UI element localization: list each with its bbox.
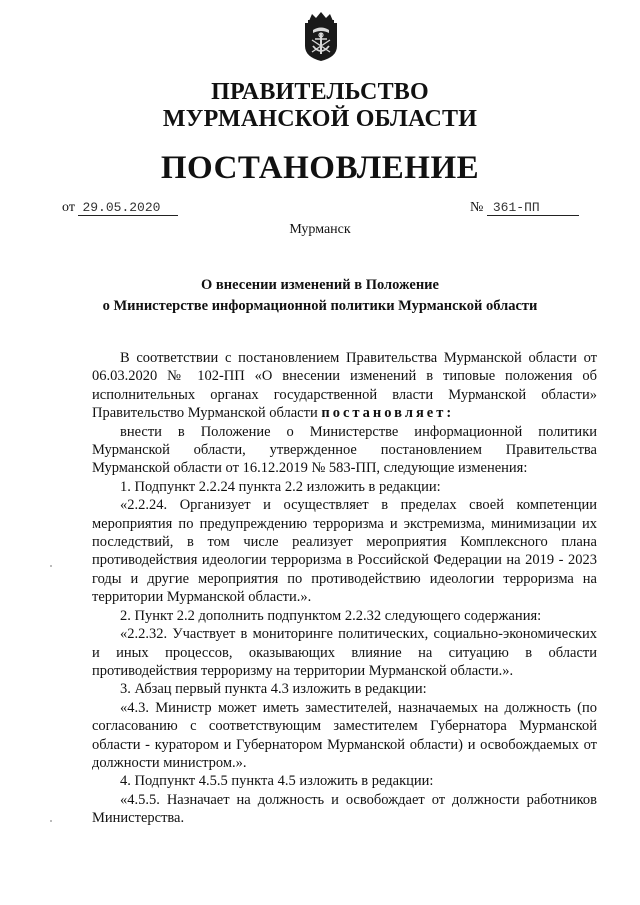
item1-heading: 1. Подпункт 2.2.24 пункта 2.2 изложить в редакции:: [120, 478, 441, 495]
date-value: 29.05.2020: [78, 200, 178, 216]
authority-title-line2: МУРМАНСКОЙ ОБЛАСТИ: [162, 106, 478, 132]
item1-text: «2.2.24. Организует и осуществляет в пределах своей компетенции мероприятия по предупреждению терроризма и экстремизма, минимизации их последствий, в том числе реализует мероприятия Комплексного плана противодействия идеологии терроризма в Российской Федерации на 2019 - 2023 годы и другие мероприятия по противодействию идеологии терроризма на территории Мурманской области.».: [92, 497, 597, 606]
item3-text: «4.3. Министр может иметь заместителей, назначаемых на должность (по согласованию с соответствующим заместителем Губернатора Мурманской области - куратором и Губернатором Мурманской области) и освобождаемых от должности министром.».: [92, 699, 597, 771]
item3-heading: 3. Абзац первый пункта 4.3 изложить в редакции:: [120, 681, 427, 698]
number-prefix: №: [470, 200, 484, 215]
scan-speck: [50, 565, 52, 567]
item2-text: «2.2.32. Участвует в мониторинге политических, социально-экономических и иных процессов, оказывающих влияние на ситуацию в области противодействия терроризму на территории Мурманской области.».: [92, 626, 597, 679]
subject-line1: О внесении изменений в Положение: [201, 277, 439, 293]
preamble-paragraph: [92, 349, 597, 423]
item2-heading: 2. Пункт 2.2 дополнить подпунктом 2.2.32 следующего содержания:: [120, 607, 542, 624]
date-prefix: от: [62, 200, 75, 215]
subject-line2: о Министерстве информационной политики Мурманской области: [102, 298, 538, 314]
number-value: 361-ПП: [487, 200, 579, 216]
item4-text: «4.5.5. Назначает на должность и освобождает от должности работников Министерства.: [92, 791, 597, 827]
scan-speck: [50, 820, 52, 822]
document-number: [470, 200, 579, 216]
murmansk-coat-of-arms-icon: [302, 10, 340, 62]
preamble-text: В соответствии с постановлением Правительства Мурманской области от 06.03.2020 № 102-ПП «О внесении изменений в типовые положения об исполнительных органах государственной власти Мурманской области» Правительство Мурманской области: [92, 350, 597, 422]
city-label: Мурманск: [289, 222, 351, 237]
authority-title-line1: ПРАВИТЕЛЬСТВО: [211, 79, 429, 105]
intro-paragraph: внести в Положение о Министерстве информационной политики Мурманской области, утвержденное постановлением Правительства Мурманской области от 16.12.2019 № 583-ПП, следующие изменения:: [92, 423, 597, 477]
document-date: [62, 200, 178, 216]
item4-heading: 4. Подпункт 4.5.5 пункта 4.5 изложить в редакции:: [120, 773, 434, 790]
document-type-heading: ПОСТАНОВЛЕНИЕ: [160, 150, 480, 186]
resolves-word: постановляет:: [321, 405, 455, 422]
document-body: [92, 349, 597, 828]
